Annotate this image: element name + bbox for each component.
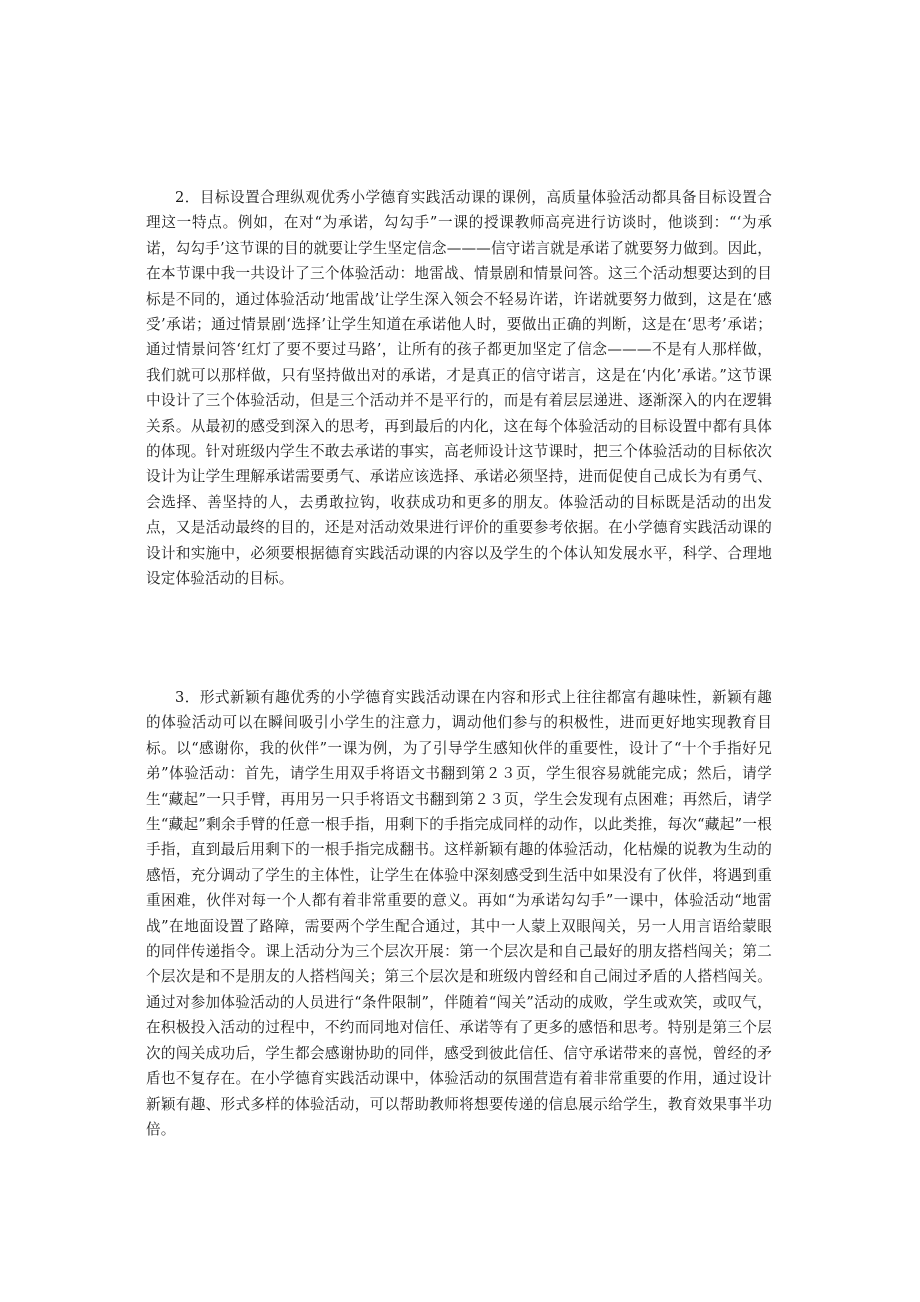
paragraph-novel-form: 3．形式新颖有趣优秀的小学德育实践活动课在内容和形式上往往都富有趣味性，新颖有趣的体验活动可以在瞬间吸引小学生的注意力，调动他们参与的积极性，进而更好地实现教育目标。以“感谢你，我的伙伴”一课为例，为了引导学生感知伙伴的重要性，设计了“十个手指好兄弟”体验活动：首先，请学生用双手将语文书翻到第２３页，学生很容易就能完成；然后，请学生“藏起”一只手臂，再用另一只手将语文书翻到第２３页，学生会发现有点困难；再然后，请学生“藏起”剩余手臂的任意一根手指，用剩下的手指完成同样的动作，以此类推，每次“藏起”一根手指，直到最后用剩下的一根手指完成翻书。这样新颖有趣的体验活动，化枯燥的说教为生动的感悟，充分调动了学生的主体性，让学生在体验中深刻感受到生活中如果没有了伙伴，将遇到重重困难，伙伴对每一个人都有着非常重要的意义。再如“为承诺勾勾手”一课中，体验活动“地雷战”在地面设置了路障，需要两个学生配合通过，其中一人蒙上双眼闯关，另一人用言语给蒙眼的同伴传递指令。课上活动分为三个层次开展：第一个层次是和自己最好的朋友搭档闯关；第二个层次是和不是朋友的人搭档闯关；第三个层次是和班级内曾经和自己闹过矛盾的人搭档闯关。通过对参加体验活动的人员进行“条件限制”，伴随着“闯关”活动的成败，学生或欢笑，或叹气，在积极投入活动的过程中，不约而同地对信任、承诺等有了更多的感悟和思考。特别是第三个层次的闯关成功后，学生都会感谢协助的同伴，感受到彼此信任、信守承诺带来的喜悦，曾经的矛盾也不复存在。在小学德育实践活动课中，体验活动的氛围营造有着非常重要的作用，通过设计新颖有趣、形式多样的体验活动，可以帮助教师将想要传递的信息展示给学生，教育效果事半功倍。 (146, 689, 772, 1138)
paragraph-goal-setting: 2．目标设置合理纵观优秀小学德育实践活动课的课例，高质量体验活动都具备目标设置合理这一特点。例如，在对“为承诺，勾勾手”一课的授课教师高亮进行访谈时，他谈到：“‘为承诺，勾勾手’这节课的目的就要让学生坚定信念———信守诺言就是承诺了就要努力做到。因此，在本节课中我一共设计了三个体验活动：地雷战、情景剧和情景问答。这三个活动想要达到的目标是不同的，通过体验活动‘地雷战’让学生深入领会不轻易许诺，许诺就要努力做到，这是在‘感受’承诺；通过情景剧‘选择’让学生知道在承诺他人时，要做出正确的判断，这是在‘思考’承诺；通过情景问答‘红灯了要不要过马路’，让所有的孩子都更加坚定了信念———不是有人那样做，我们就可以那样做，只有坚持做出对的承诺，才是真正的信守诺言，这是在‘内化’承诺。”这节课中设计了三个体验活动，但是三个活动并不是平行的，而是有着层层递进、逐渐深入的内在逻辑关系。从最初的感受到深入的思考，再到最后的内化，这在每个体验活动的目标设置中都有具体的体现。针对班级内学生不敢去承诺的事实，高老师设计这节课时，把三个体验活动的目标依次设计为让学生理解承诺需要勇气、承诺应该选择、承诺必须坚持，进而促使自己成长为有勇气、会选择、善坚持的人，去勇敢拉钩，收获成功和更多的朋友。体验活动的目标既是活动的出发点，又是活动最终的目的，还是对活动效果进行评价的重要参考依据。在小学德育实践活动课的设计和实施中，必须要根据德育实践活动课的内容以及学生的个体认知发展水平，科学、合理地设定体验活动的目标。 (146, 189, 772, 588)
